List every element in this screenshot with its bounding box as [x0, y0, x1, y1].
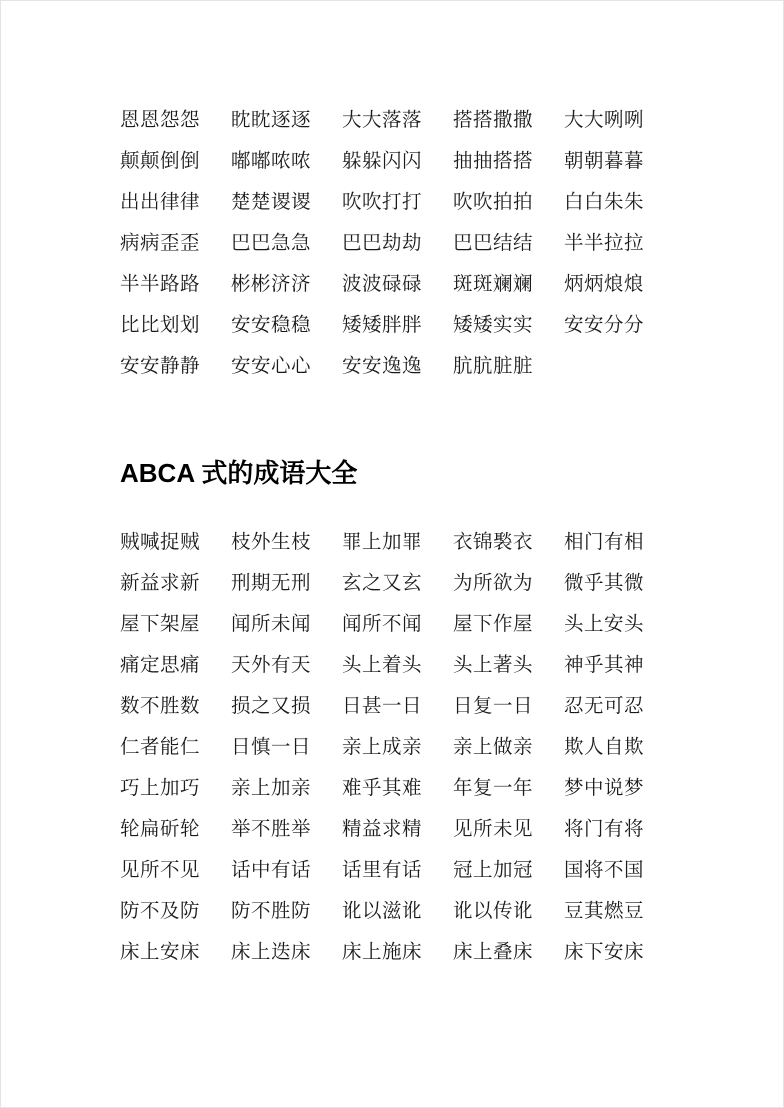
idiom-row	[120, 806, 675, 847]
idiom: 颠颠倒倒	[120, 148, 201, 172]
idiom: 天外有天	[231, 652, 312, 676]
idiom: 日甚一日	[342, 693, 423, 717]
idiom-row	[120, 601, 675, 642]
idiom-row	[120, 560, 675, 601]
idiom: 巴巴劫劫	[342, 230, 423, 254]
idiom: 闻所未闻	[231, 611, 312, 635]
idiom: 大大落落	[342, 107, 423, 131]
idiom: 话中有话	[231, 857, 312, 881]
idiom-row	[120, 683, 675, 724]
idiom: 欺人自欺	[564, 734, 645, 758]
idiom: 冠上加冠	[453, 857, 534, 881]
idiom: 损之又损	[231, 693, 312, 717]
idiom: 头上著头	[453, 652, 534, 676]
idiom: 精益求精	[342, 816, 423, 840]
idiom: 讹以传讹	[453, 898, 534, 922]
section-heading: ABCA 式的成语大全	[120, 458, 358, 488]
idiom: 恩恩怨怨	[120, 107, 201, 131]
idiom: 见所不见	[120, 857, 201, 881]
idiom-row	[120, 724, 675, 765]
abca-idiom-list	[120, 519, 675, 970]
idiom: 安安逸逸	[342, 353, 423, 377]
idiom: 屋下作屋	[453, 611, 534, 635]
idiom: 国将不国	[564, 857, 645, 881]
idiom: 仁者能仁	[120, 734, 201, 758]
idiom: 衣锦褧衣	[453, 529, 534, 553]
idiom: 举不胜举	[231, 816, 312, 840]
idiom: 亲上成亲	[342, 734, 423, 758]
idiom: 梦中说梦	[564, 775, 645, 799]
idiom: 躲躲闪闪	[342, 148, 423, 172]
idiom: 床下安床	[564, 939, 645, 963]
idiom: 朝朝暮暮	[564, 148, 645, 172]
idiom: 安安静静	[120, 353, 201, 377]
idiom: 半半路路	[120, 271, 201, 295]
idiom: 病病歪歪	[120, 230, 201, 254]
idiom: 亲上加亲	[231, 775, 312, 799]
idiom: 彬彬济济	[231, 271, 312, 295]
idiom-row	[120, 343, 675, 384]
aabb-idiom-list	[120, 97, 675, 384]
idiom: 比比划划	[120, 312, 201, 336]
idiom: 安安稳稳	[231, 312, 312, 336]
idiom: 难乎其难	[342, 775, 423, 799]
idiom: 床上施床	[342, 939, 423, 963]
idiom: 防不及防	[120, 898, 201, 922]
idiom: 出出律律	[120, 189, 201, 213]
idiom: 忍无可忍	[564, 693, 645, 717]
idiom-row	[120, 220, 675, 261]
idiom: 吹吹打打	[342, 189, 423, 213]
idiom: 头上安头	[564, 611, 645, 635]
idiom: 矮矮实实	[453, 312, 534, 336]
idiom: 神乎其神	[564, 652, 645, 676]
idiom-row	[120, 765, 675, 806]
idiom: 见所未见	[453, 816, 534, 840]
idiom-row	[120, 888, 675, 929]
idiom: 斑斑斓斓	[453, 271, 534, 295]
idiom: 亲上做亲	[453, 734, 534, 758]
idiom: 微乎其微	[564, 570, 645, 594]
idiom: 搭搭撒撒	[453, 107, 534, 131]
idiom: 楚楚谡谡	[231, 189, 312, 213]
idiom: 数不胜数	[120, 693, 201, 717]
idiom-row	[120, 929, 675, 970]
idiom: 枝外生枝	[231, 529, 312, 553]
idiom: 眈眈逐逐	[231, 107, 312, 131]
idiom: 矮矮胖胖	[342, 312, 423, 336]
idiom: 安安分分	[564, 312, 645, 336]
idiom: 巴巴结结	[453, 230, 534, 254]
idiom: 痛定思痛	[120, 652, 201, 676]
idiom-row	[120, 642, 675, 683]
idiom: 年复一年	[453, 775, 534, 799]
idiom: 日复一日	[453, 693, 534, 717]
idiom: 波波碌碌	[342, 271, 423, 295]
idiom: 防不胜防	[231, 898, 312, 922]
idiom: 贼喊捉贼	[120, 529, 201, 553]
idiom: 闻所不闻	[342, 611, 423, 635]
idiom-row	[120, 97, 675, 138]
idiom: 床上叠床	[453, 939, 534, 963]
idiom: 吹吹拍拍	[453, 189, 534, 213]
idiom: 头上着头	[342, 652, 423, 676]
idiom-row	[120, 179, 675, 220]
idiom: 床上迭床	[231, 939, 312, 963]
idiom-row	[120, 138, 675, 179]
idiom: 安安心心	[231, 353, 312, 377]
idiom: 炳炳烺烺	[564, 271, 645, 295]
idiom: 轮扁斫轮	[120, 816, 201, 840]
idiom: 豆萁燃豆	[564, 898, 645, 922]
idiom: 肮肮脏脏	[453, 353, 534, 377]
idiom: 罪上加罪	[342, 529, 423, 553]
idiom-row	[120, 302, 675, 343]
idiom: 日慎一日	[231, 734, 312, 758]
idiom-row	[120, 519, 675, 560]
idiom: 将门有将	[564, 816, 645, 840]
idiom: 白白朱朱	[564, 189, 645, 213]
idiom: 新益求新	[120, 570, 201, 594]
idiom: 巴巴急急	[231, 230, 312, 254]
idiom: 话里有话	[342, 857, 423, 881]
idiom: 床上安床	[120, 939, 201, 963]
idiom: 半半拉拉	[564, 230, 645, 254]
idiom-row	[120, 847, 675, 888]
idiom: 嘟嘟哝哝	[231, 148, 312, 172]
idiom: 抽抽搭搭	[453, 148, 534, 172]
idiom: 屋下架屋	[120, 611, 201, 635]
idiom: 巧上加巧	[120, 775, 201, 799]
idiom: 为所欲为	[453, 570, 534, 594]
idiom: 相门有相	[564, 529, 645, 553]
idiom: 大大咧咧	[564, 107, 645, 131]
idiom-row	[120, 261, 675, 302]
idiom: 玄之又玄	[342, 570, 423, 594]
idiom: 讹以滋讹	[342, 898, 423, 922]
idiom: 刑期无刑	[231, 570, 312, 594]
